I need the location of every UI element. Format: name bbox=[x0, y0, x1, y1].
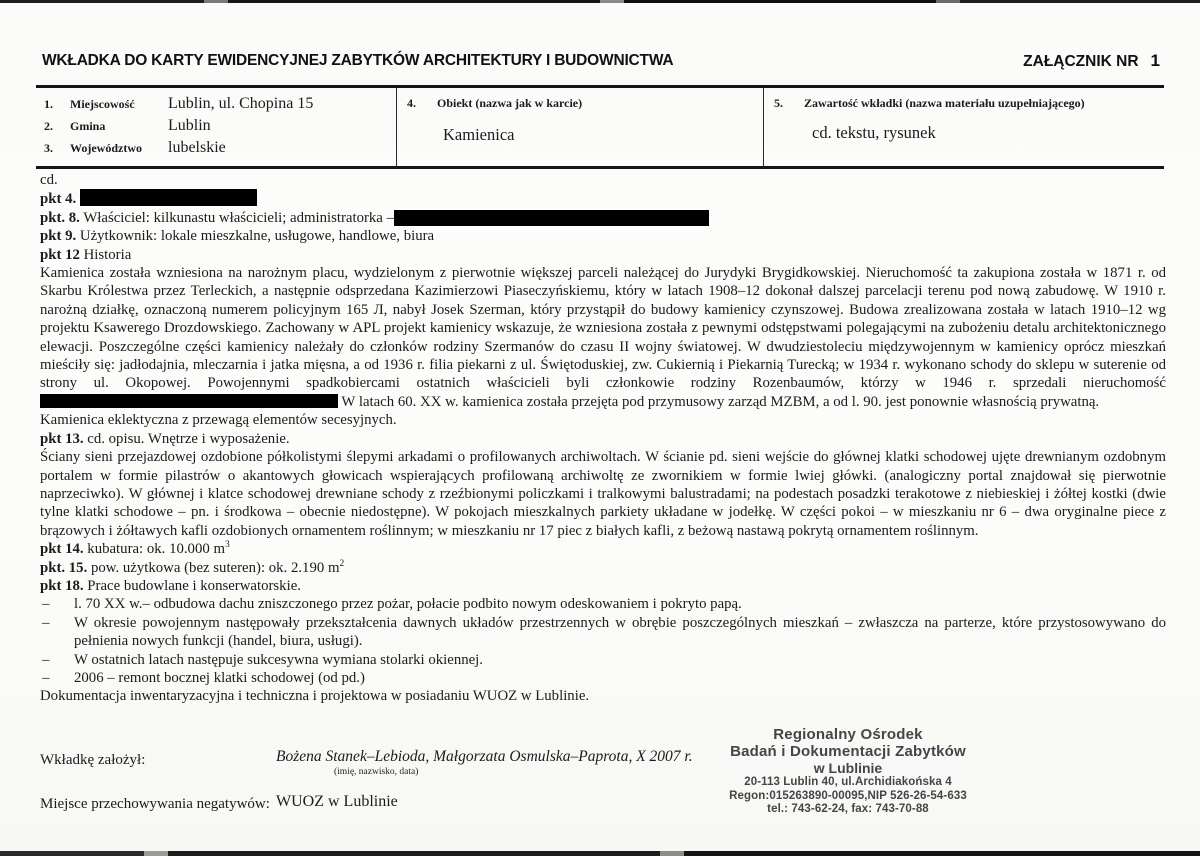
bullet-text: W okresie powojennym następowały przekształcenia dawnych układów przestrzennych w obrębie poszczególnych mieszkań – zwłaszcza na parterze, które przystosowywano do pełnienia nowych funkcji (handel, biura, usługi). bbox=[74, 614, 1166, 650]
pkt12-label: pkt 12 bbox=[40, 246, 80, 263]
list-item bbox=[40, 651, 1166, 669]
attachment-number-value: 1 bbox=[1150, 51, 1160, 70]
document-body bbox=[40, 171, 1166, 706]
bullet-text: 2006 – remont bocznej klatki schodowej (od pd.) bbox=[74, 669, 365, 686]
attachment-label: ZAŁĄCZNIK NR bbox=[1023, 53, 1139, 70]
field-label: Gmina bbox=[70, 119, 106, 133]
pkt9-text: Użytkownik: lokale mieszkalne, usługowe, handlowe, biura bbox=[76, 228, 435, 245]
pkt12-heading bbox=[40, 246, 1166, 264]
created-by-names: Bożena Stanek–Lebioda, Małgorzata Osmulska–Paprota, X 2007 r. bbox=[276, 748, 693, 765]
bullet-dash: – bbox=[42, 669, 50, 686]
pkt18-label: pkt 18. bbox=[40, 577, 84, 594]
field-number: 2. bbox=[44, 119, 53, 133]
field-label: Obiekt (nazwa jak w karcie) bbox=[437, 96, 583, 110]
history-text-2: W latach 60. XX w. kamienica została przejęta pod przymusowy zarząd MZBM, a od l. 90. jest ponownie własnością prywatną. bbox=[338, 393, 1100, 410]
pkt14-label: pkt 14. bbox=[40, 541, 84, 558]
list-item bbox=[40, 614, 1166, 651]
list-item bbox=[40, 669, 1166, 687]
field-number: 4. bbox=[407, 96, 416, 110]
field-value: lubelskie bbox=[168, 139, 226, 156]
field-number: 5. bbox=[774, 96, 783, 110]
documentation-line: Dokumentacja inwentaryzacyjna i techniczna i projektowa w posiadaniu WUOZ w Lublinie. bbox=[40, 688, 590, 705]
pkt14-superscript: 3 bbox=[224, 540, 230, 551]
negatives-value: WUOZ w Lublinie bbox=[276, 793, 398, 810]
scan-edge-artifact-top bbox=[0, 0, 1200, 3]
field-gmina bbox=[36, 116, 396, 138]
field-number: 1. bbox=[44, 97, 53, 111]
pkt13-heading bbox=[40, 430, 1166, 448]
pkt13-paragraph: Ściany sieni przejazdowej ozdobione półkolistymi ślepymi arkadami o profilowanych archiwoltach. W ścianie pd. sieni wejście do głównej klatki schodowej ujęte drewnianym ozdobnym portalem w formie pilastrów o akantowych głowicach wspierających profilowaną archiwoltę ze zwornikiem w formie lwiej główki. (analogiczny portal znajdował się pierwotnie naprzeciwko). W głównej i klatce schodowej drewniane schody z rzeźbionymi policzkami i tralkowymi balustradami; na podestach posadzki terakotowe z niebieskiej i żółtej kostki (dwie tylne klatki schodowe – pn. i środkowa – obecnie niedostępne). W pokojach mieszkalnych parkiety układane w jodełkę. W części pokoi – w mieszkaniu nr 6 – dwa oryginalne piece z brązowych i żółtawych kafli ozdobionych ornamentem roślinnym; w mieszkaniu nr 17 piec z białych kafli, z beżową nastawą pokrytą ornamentem roślinnym. bbox=[40, 449, 1166, 539]
field-label: Zawartość wkładki (nazwa materiału uzupełniającego) bbox=[804, 96, 1085, 110]
field-label: Miejscowość bbox=[70, 97, 135, 111]
stamp-line: tel.: 743-62-24, fax: 743-70-88 bbox=[767, 803, 929, 815]
pkt18-heading bbox=[40, 577, 1166, 595]
stamp-line: w Lublinie bbox=[813, 760, 883, 776]
pkt15-label: pkt. 15. bbox=[40, 559, 88, 576]
bullet-text: W ostatnich latach następuje sukcesywna wymiana stolarki okiennej. bbox=[74, 651, 483, 668]
identification-table bbox=[36, 88, 1164, 166]
stamp-line: Badań i Dokumentacji Zabytków bbox=[730, 743, 966, 760]
stamp-line: Regon:015263890-00095,NIP 526-26-54-633 bbox=[729, 789, 967, 802]
attachment-number bbox=[1023, 51, 1160, 71]
created-by-block bbox=[276, 748, 736, 777]
redaction-bar bbox=[394, 210, 709, 226]
scan-edge-artifact-bottom bbox=[0, 851, 1200, 856]
pkt9-label: pkt 9. bbox=[40, 228, 77, 245]
pkt8-label: pkt. 8. bbox=[40, 209, 80, 226]
negatives-label: Miejsce przechowywania negatywów: bbox=[40, 796, 270, 812]
created-by-sublabel: (imię, nazwisko, data) bbox=[334, 767, 419, 777]
field-miejscowosc bbox=[36, 94, 396, 116]
object-cell bbox=[396, 88, 764, 166]
pkt8-text: Właściciel: kilkunastu właścicieli; administratorka – bbox=[79, 209, 394, 226]
pkt8-line bbox=[40, 209, 1166, 227]
bullet-text: l. 70 XX w.– odbudowa dachu zniszczonego przez pożar, połacie podbito nowym odeskowaniem i pokryto papą. bbox=[74, 596, 742, 613]
field-value: Lublin bbox=[168, 117, 211, 134]
field-value: Kamienica bbox=[443, 125, 515, 144]
pkt4-label: pkt 4. bbox=[40, 191, 77, 208]
continuation-mark: cd. bbox=[40, 172, 58, 188]
redaction-bar bbox=[40, 394, 338, 408]
field-obiekt bbox=[397, 94, 763, 111]
field-value: Lublin, ul. Chopina 15 bbox=[168, 95, 314, 112]
bullet-dash: – bbox=[42, 614, 50, 631]
list-item bbox=[40, 595, 1166, 613]
pkt14-line bbox=[40, 540, 1166, 558]
location-cell bbox=[36, 88, 396, 166]
pkt4-line bbox=[40, 189, 1166, 208]
table-bottom-rule bbox=[36, 166, 1164, 169]
contents-cell bbox=[764, 88, 1164, 166]
bullet-dash: – bbox=[42, 596, 50, 613]
created-by-label: Wkładkę założył: bbox=[40, 752, 146, 768]
history-text-1: Kamienica została wzniesiona na narożnym placu, wydzielonym z pierwotnie większej parceli należącej do Jurydyki Brygidkowskiej. Nieruchomość ta zakupiona została w 1871 r. od Skarbu Królestwa przez Terleckich, a następnie odsprzedana Kazimierzowi Piaseczyńskiemu, który w latach 1908–12 dokonał dalszej parcelacji terenu pod nową zabudowę. W 1910 r. narożną działkę, oznaczoną numerem policyjnym 165 Л, nabył Josek Szerman, który przystąpił do budowy kamienicy czynszowej. Budowa zrealizowana została w latach 1910–12 wg projektu Ksawerego Drozdowskiego. Zachowany w APL projekt kamienicy wskazuje, że wzniesiona została z pewnymi odstępstwami polegającymi na zubożeniu detalu architektonicznego elewacji. Poszczególne części kamienicy należały do członków rodziny Szermanów do czasu II wojny światowej. W dwudziestoleciu międzywojennym w kamienicy oprócz mieszkań mieściły się: jadłodajnia, mleczarnia i jatka mięsna, a od 1936 r. filia piekarni z ul. Świętoduskiej, zw. Cukiernią i Piekarnią Turecką; w 1934 r. wykonano schody do sklepu w suterenie od strony ul. Okopowej. Powojennymi spadkobiercami ostatnich właścicieli byli członkowie rodziny Rozenbaumów, którzy w 1946 r. sprzedali nieruchomość bbox=[40, 265, 1166, 392]
field-zawartosc bbox=[764, 94, 1164, 111]
pkt15-text: pow. użytkowa (bez suteren): ok. 2.190 m bbox=[87, 559, 340, 576]
field-label: Województwo bbox=[70, 141, 142, 155]
pkt12-text: Historia bbox=[79, 246, 132, 263]
pkt15-line bbox=[40, 559, 1166, 577]
page-title: WKŁADKA DO KARTY EWIDENCYJNEJ ZABYTKÓW ARCHITEKTURY I BUDOWNICTWA bbox=[42, 52, 674, 69]
pkt13-label: pkt 13. bbox=[40, 430, 84, 447]
pkt13-text: cd. opisu. Wnętrze i wyposażenie. bbox=[83, 430, 290, 447]
stamp-line: 20-113 Lublin 40, ul.Archidiakońska 4 bbox=[744, 776, 952, 788]
institution-stamp bbox=[698, 726, 998, 817]
pkt9-line bbox=[40, 227, 1166, 245]
pkt15-superscript: 2 bbox=[339, 558, 345, 569]
bullet-dash: – bbox=[42, 651, 50, 668]
field-number: 3. bbox=[44, 141, 53, 155]
stamp-line: Regionalny Ośrodek bbox=[773, 726, 923, 743]
redaction-bar bbox=[80, 189, 257, 206]
field-wojewodztwo bbox=[36, 138, 396, 160]
field-value: cd. tekstu, rysunek bbox=[812, 123, 936, 142]
pkt18-text: Prace budowlane i konserwatorskie. bbox=[83, 577, 301, 594]
pkt14-text: kubatura: ok. 10.000 m bbox=[83, 541, 225, 558]
history-paragraph bbox=[40, 264, 1166, 411]
eclectic-line: Kamienica eklektyczna z przewagą elementów secesyjnych. bbox=[40, 412, 397, 429]
